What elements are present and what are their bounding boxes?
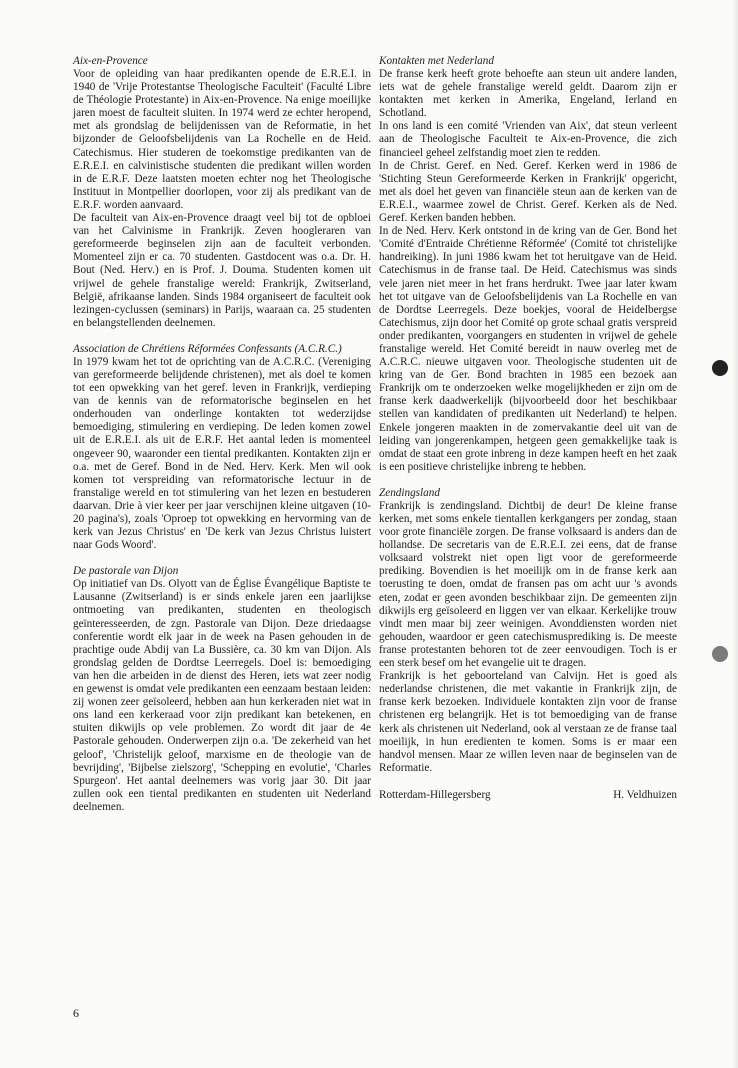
paragraph: Frankrijk is zendingsland. Dichtbij de deur! De kleine franse kerken, met soms enkele tientallen kerkgangers per zondag, staan voor grote financiële zorgen. De franse volksaard is anders dan de hollandse. De secretaris van de E.R.E.I. zei eens, dat de franse volksaard volstrekt niet open ligt voor de gereformeerde prediking. Bovendien is het moeilijk om in de franse kerk aan toerusting te doen, omdat de fransen pas om acht uur 's avonds eten, zodat er geen avonden beschikbaar zijn. De gemeenten zijn dikwijls erg geïsoleerd en liggen ver van elkaar. Kerkelijke trouw vindt men maar bij zeer weinigen. Avonddiensten worden niet gehouden, waardoor er geen catechismusprediking is. De meeste franse protestanten behoren tot de zeer eenvoudigen. Toch is er een sterk besef om het evangelie uit te dragen.: [379, 499, 677, 670]
left-column: [73, 55, 371, 827]
paragraph: In de Ned. Herv. Kerk ontstond in de kring van de Ger. Bond het 'Comité d'Entraide Chrétienne Réformée' (Comité tot christelijke handreiking). In juni 1986 kwam het tot heruitgave van de Heid. Catechismus in de franse taal. De Heid. Catechismus was sinds vele jaren niet meer in het frans herdrukt. Twee jaar later kwam het tot uitgave van de Geloofsbelijdenis van La Rochelle en van de Dordtse Leerregels. Deze boekjes, vooral de Heidelbergse Catechismus, zijn door het Comité op grote schaal gratis verspreid onder predikanten, voorgangers en studenten in vrijwel de gehele franstalige wereld. Het Comité bereidt in nauw overleg met de A.C.R.C. nieuwe uitgaven voor. Theologische studenten uit de kring van de Ger. Bond brachten in 1985 een bezoek aan Frankrijk om te onderzoeken welke mogelijkheden er zijn om de franse kerk daadwerkelijk (bijvoorbeeld door het beschikbaar stellen van kandidaten of predikanten uit Nederland) te helpen. Enkele jongeren maakten in de zomervakantie deel uit van de leiding van jongerenkampen, hetgeen geen gemakkelijke taak is omdat de staat een grote inbreng in deze kampen heeft en het zaak is een positieve christelijke inbreng te hebben.: [379, 225, 677, 473]
section-heading: Aix-en-Provence: [73, 55, 148, 67]
paragraph: Frankrijk is het geboorteland van Calvijn. Het is goed als nederlandse christenen, die met vakantie in Frankrijk zijn, de franse kerk bezoeken. Individuele kontakten zijn voor de franse christenen erg belangrijk. Het is tot bemoediging van de franse kerk als christenen uit Nederland, ook al verstaan ze de franse taal moeilijk, in hun eredienten te komen. Soms is er maar een handvol mensen. Maar ze willen leven naar de beginselen van de Reformatie.: [379, 670, 677, 774]
signature-author: H. Veldhuizen: [613, 788, 677, 801]
signature: [379, 789, 677, 801]
section-zendingsland: [379, 487, 677, 775]
punch-hole-icon: [712, 360, 728, 376]
section-heading: Association de Chrétiens Réformées Confessants (A.C.R.C.): [73, 342, 342, 355]
section-aix-en-provence: [73, 55, 371, 330]
paragraph: Voor de opleiding van haar predikanten opende de E.R.E.I. in 1940 de 'Vrije Protestantse Theologische Faculteit' (Faculté Libre de Théologie Protestante) in Aix-en-Provence. Na enige moeilijke jaren moest de faculteit sluiten. In 1974 werd ze echter heropend, met als grondslag de belijdenissen van de Reformatie, in het bijzonder de Geloofsbelijdenis van La Rochelle en de Heid. Catechismus. Hier studeren de toekomstige predikanten van de E.R.E.I. en calvinistische studenten die predikant willen worden in de E.R.F. Deze laatsten moeten echter nog het Theologische Instituut in Montpellier doorlopen, voor zij als predikant van de E.R.F. worden aanvaard.: [73, 68, 371, 211]
page-number: 6: [73, 1006, 79, 1020]
section-heading: De pastorale van Dijon: [73, 565, 179, 578]
section-pastorale-dijon: [73, 565, 371, 814]
section-heading: Zendingsland: [379, 486, 440, 499]
paragraph: In de Christ. Geref. en Ned. Geref. Kerken werd in 1986 de 'Stichting Steun Gereformeerde Kerken in Frankrijk' opgericht, met als doel het geven van financiële steun aan de kerken van de E.R.E.I., waarmee zowel de Christ. Geref. Kerken als de Ned. Geref. Kerken banden hebben.: [379, 159, 677, 225]
paragraph: De faculteit van Aix-en-Provence draagt veel bij tot de opbloei van het Calvinisme in Frankrijk. Zeven hoogleraren van gereformeerde beginselen zijn aan de faculteit verbonden. Momenteel zijn er ca. 70 studenten. Gastdocent was o.a. Dr. H. Bout (Ned. Herv.) en is Prof. J. Douma. Studenten komen uit vrijwel de gehele franstalige wereld: Frankrijk, Zwitserland, België, afrikaanse landen. Sinds 1984 organiseert de faculteit ook lezingen-cyclussen (seminars) in Parijs, waaraan ca. 25 studenten en belangstellenden deelnemen.: [73, 212, 371, 329]
right-column: [379, 55, 677, 801]
paragraph: De franse kerk heeft grote behoefte aan steun uit andere landen, iets wat de gehele franstalige wereld geldt. Daarom zijn er kontakten met kerken in Amerika, Engeland, Ierland en Schotland.: [379, 68, 677, 120]
page-edge-shadow: [732, 0, 738, 1068]
section-heading: Kontakten met Nederland: [379, 55, 494, 67]
paragraph: In 1979 kwam het tot de oprichting van de A.C.R.C. (Vereniging van gereformeerde belijdende christenen), met als doel te komen tot een opwekking van het geref. leven in Frankrijk, verdieping van de kennis van de reformatorische beginselen en het onderhouden van onderlinge kontakten tot wederzijdse bemoediging, stimulering en verdieping. De leden komen zowel uit de E.R.E.I. als uit de E.R.F. Het aantal leden is momenteel ongeveer 90, waaronder een tiental predikanten. Kontakten zijn er o.a. met de Geref. Bond in de Ned. Herv. Kerk. Men wil ook komen tot verspreiding van reformatorische lectuur in de franstalige wereld en tot stimulering van het lezen en bestuderen daarvan. Drie à vier keer per jaar verschijnen kleine uitgaven (10-20 pagina's), zoals 'Oproep tot opwekking en hervorming van de kerk van Jezus Christus' en 'De kerk van Jezus Christus luistert naar Gods Woord'.: [73, 355, 371, 552]
paragraph: In ons land is een comité 'Vrienden van Aix', dat steun verleent aan de Theologische Faculteit te Aix-en-Provence, die zich financieel geheel zelfstandig moet zien te redden.: [379, 120, 677, 159]
signature-place: Rotterdam-Hillegersberg: [379, 788, 491, 801]
paragraph: Op initiatief van Ds. Olyott van de Église Évangélique Baptiste te Lausanne (Zwitserland) is er sinds enkele jaren een jaarlijkse ontmoeting van predikanten, studenten en theologisch geïnteresseerden, de zgn. Pastorale van Dijon. Deze driedaagse conferentie wordt elk jaar in de week na Pasen gehouden in de prachtige oude Abdij van La Bussière, ca. 30 km van Dijon. Als grondslag gelden de Dordtse Leerregels. Doel is: bemoediging van hen die arbeiden in de dienst des Heren, iets wat zeer nodig en gewenst is omdat vele predikanten een eenzaam bestaan leiden: zij wonen zeer geïsoleerd, hebben aan hun kerkeraden niet wat in ons land een kerkeraad voor zijn predikant kan betekenen, en stuiten dikwijls op vele problemen. Zo wordt dit jaar de 4e Pastorale gehouden. Onderwerpen zijn o.a. 'De zekerheid van het geloof', 'Christelijk geloof, marxisme en de theologie van de bevrijding', 'Bijbelse zielszorg', 'Schepping en evolutie', 'Charles Spurgeon'. Het aantal deelnemers was vorig jaar 30. Dit jaar zullen ook een tiental predikanten en studenten uit Nederland deelnemen.: [73, 578, 371, 813]
punch-hole-icon: [712, 646, 728, 662]
section-acrc: [73, 343, 371, 552]
section-kontakten-nederland: [379, 55, 677, 474]
